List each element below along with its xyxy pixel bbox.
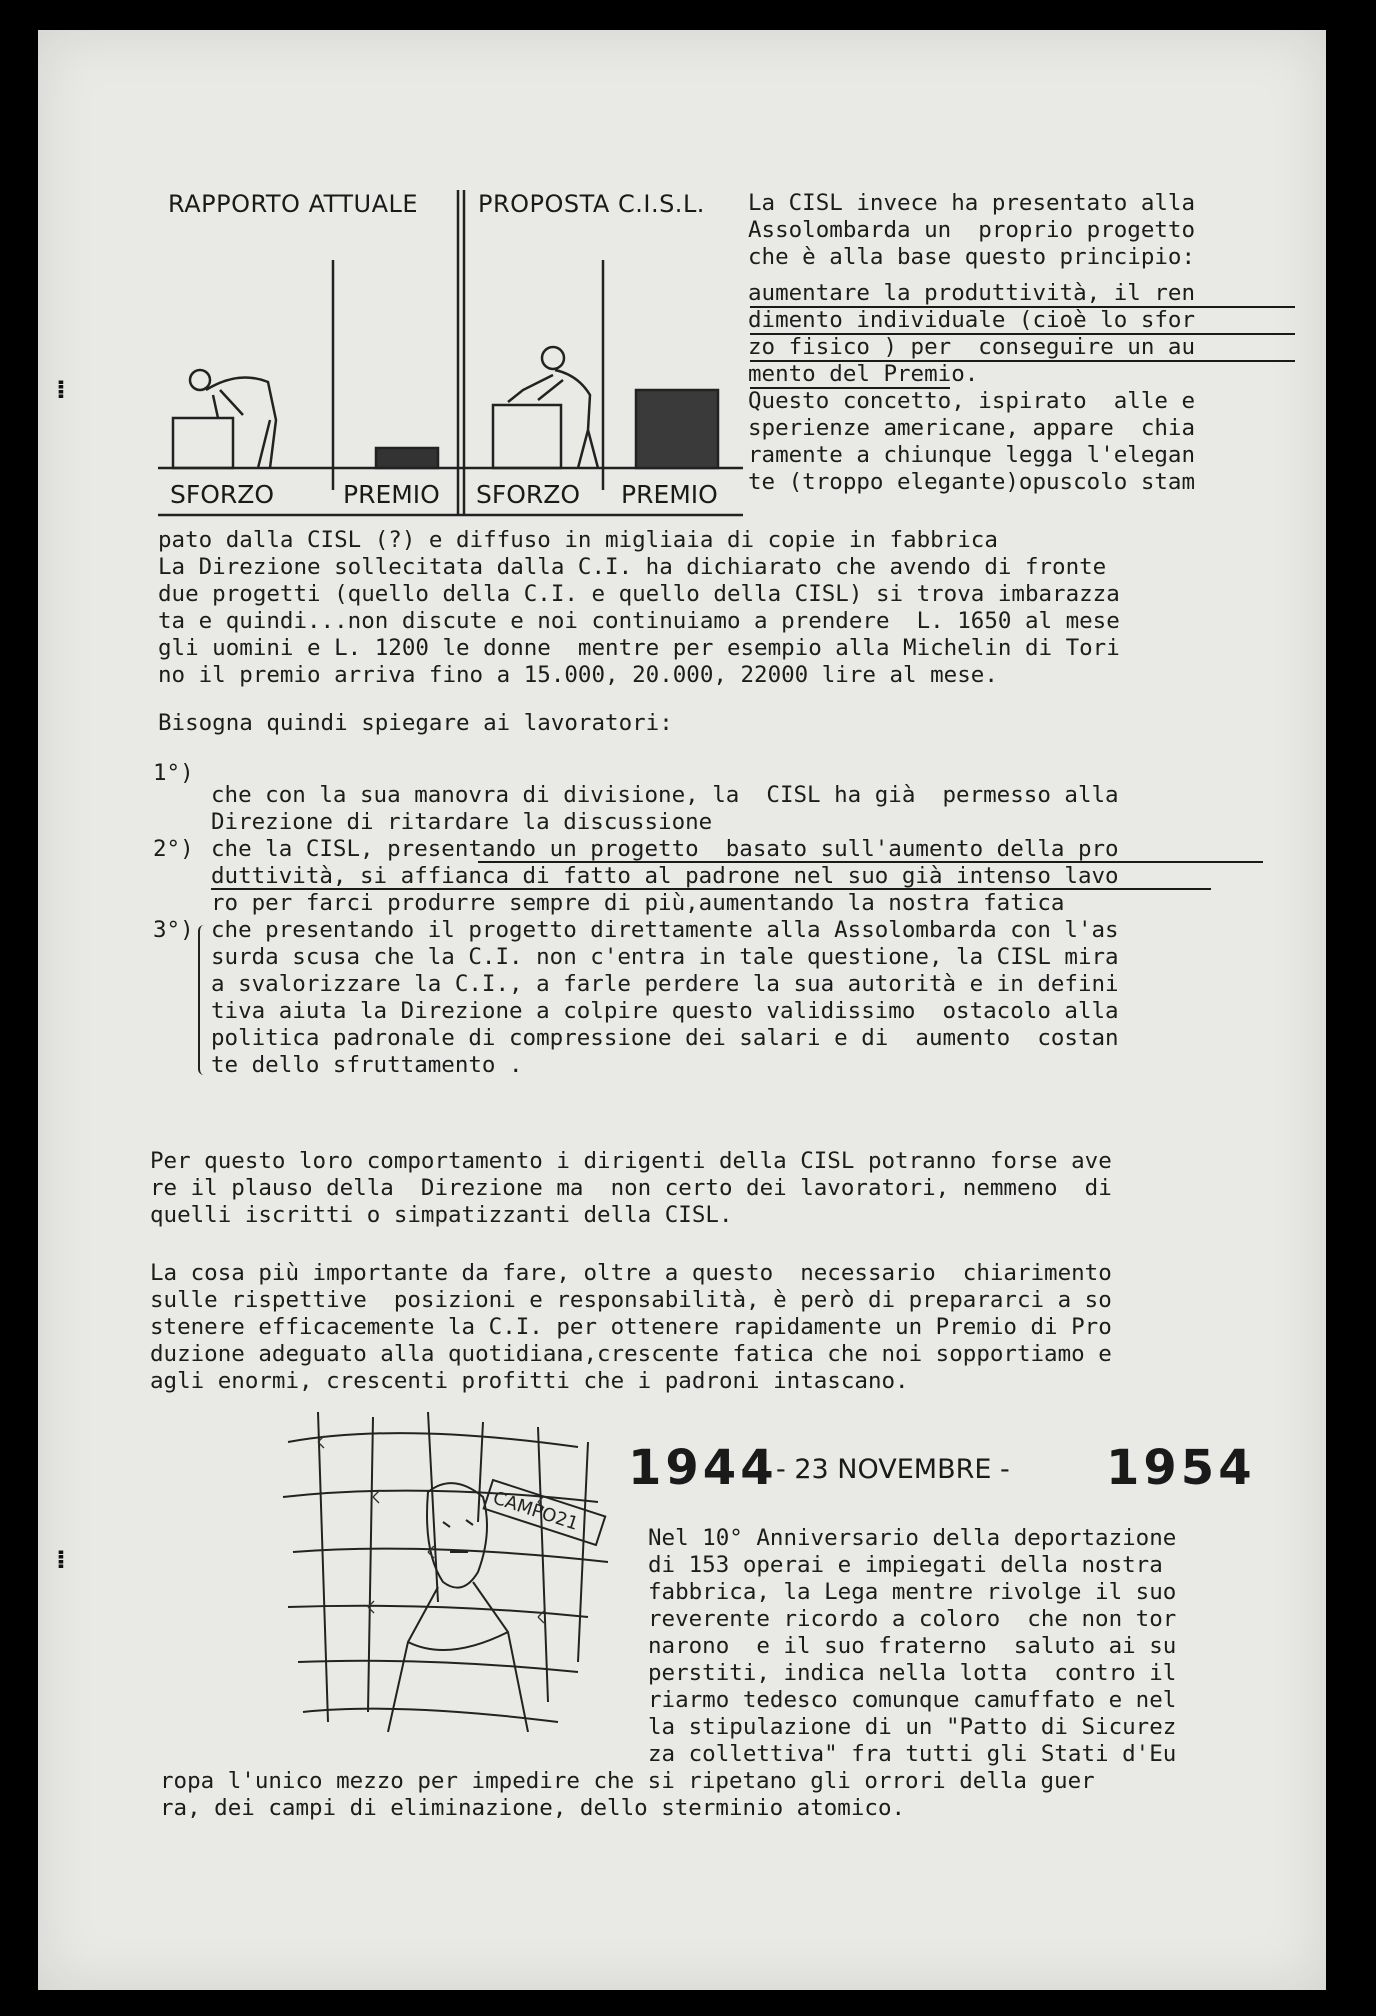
point-number: 3°) <box>153 917 194 943</box>
text-line: ta e quindi...non discute e noi continuiamo a prendere L. 1650 al mese <box>158 608 1120 634</box>
text-line: gli uomini e L. 1200 le donne mentre per esempio alla Michelin di Tori <box>158 635 1120 661</box>
underline-mark <box>750 387 950 389</box>
intro-column <box>748 190 1308 500</box>
text-line: ra, dei campi di eliminazione, dello sterminio atomico. <box>160 1795 906 1821</box>
cartoon-label-sforzo-1: SFORZO <box>170 480 275 509</box>
cartoon-label-current: RAPPORTO ATTUALE <box>168 190 419 218</box>
text-line: La CISL invece ha presentato alla <box>748 190 1196 216</box>
text-line: duttività, si affianca di fatto al padrone nel suo già intenso lavo <box>211 863 1119 889</box>
underline-mark <box>750 306 1295 308</box>
text-line: Direzione di ritardare la discussione <box>211 809 713 835</box>
text-line: riarmo tedesco comunque camuffato e nel <box>648 1687 1177 1713</box>
workers-intro: Bisogna quindi spiegare ai lavoratori: <box>158 710 673 736</box>
text-line: te (troppo elegante)opuscolo stam <box>748 469 1196 495</box>
text-line: narono e il suo fraterno saluto ai su <box>648 1633 1177 1659</box>
margin-bracket <box>198 925 208 1075</box>
text-line: La cosa più importante da fare, oltre a questo necessario chiarimento <box>150 1260 1112 1286</box>
text-line: mento del Premio. <box>748 361 979 387</box>
text-line: sulle rispettive posizioni e responsabilità, è però di prepararci a so <box>150 1287 1112 1313</box>
text-line: di 153 operai e impiegati della nostra <box>648 1552 1163 1578</box>
text-line: politica padronale di compressione dei salari e di aumento costan <box>211 1025 1119 1051</box>
underline-mark <box>211 888 1211 890</box>
cartoon-label-premio-2: PREMIO <box>621 480 718 509</box>
text-line: re il plauso della Direzione ma non certo dei lavoratori, nemmeno di <box>150 1175 1112 1201</box>
text-line: ramente a chiunque legga l'elegan <box>748 442 1196 468</box>
text-line: che con la sua manovra di divisione, la CISL ha già permesso alla <box>211 782 1119 808</box>
text-line: quelli iscritti o simpatizzanti della CISL. <box>150 1202 733 1228</box>
text-line: ropa l'unico mezzo per impedire che si ripetano gli orrori della guer <box>160 1768 1095 1794</box>
text-line: pato dalla CISL (?) e diffuso in migliaia di copie in fabbrica <box>158 527 998 553</box>
underline-mark <box>478 861 1263 863</box>
text-line: reverente ricordo a coloro che non tor <box>648 1606 1177 1632</box>
margin-mark: ⁞ <box>56 375 66 405</box>
text-line: dimento individuale (cioè lo sfor <box>748 307 1196 333</box>
text-line: te dello sfruttamento . <box>211 1052 523 1078</box>
text-line: tiva aiuta la Direzione a colpire questo validissimo ostacolo alla <box>211 998 1119 1024</box>
text-line: due progetti (quello della C.I. e quello della CISL) si trova imbarazza <box>158 581 1120 607</box>
text-line: surda scusa che la C.I. non c'entra in tale questione, la CISL mira <box>211 944 1119 970</box>
deportee-drawing <box>278 1402 638 1732</box>
cartoon-effort-premium <box>158 190 748 530</box>
barbed-wire-illustration <box>278 1402 638 1732</box>
underline-mark <box>750 360 1295 362</box>
text-line: aumentare la produttività, il ren <box>748 280 1196 306</box>
text-line: che è alla base questo principio: <box>748 244 1196 270</box>
text-line: a svalorizzare la C.I., a farle perdere la sua autorità e in defini <box>211 971 1119 997</box>
points-list <box>153 760 1323 1120</box>
cartoon-label-proposal: PROPOSTA C.I.S.L. <box>478 190 705 218</box>
text-line: duzione adeguato alla quotidiana,crescente fatica che noi sopportiamo e <box>150 1341 1112 1367</box>
text-line: za collettiva" fra tutti gli Stati d'Eu <box>648 1741 1177 1767</box>
text-line: Nel 10° Anniversario della deportazione <box>648 1525 1177 1551</box>
underline-mark <box>750 333 1295 335</box>
text-line: che la CISL, presentando un progetto basato sull'aumento della pro <box>211 836 1119 862</box>
text-line: Assolombarda un proprio progetto <box>748 217 1196 243</box>
text-line: no il premio arriva fino a 15.000, 20.000, 22000 lire al mese. <box>158 662 998 688</box>
anniversary-year-start: 1944 <box>628 1440 778 1496</box>
cartoon-drawing <box>158 190 748 530</box>
text-line: la stipulazione di un "Patto di Sicurez <box>648 1714 1177 1740</box>
text-line: sperienze americane, appare chia <box>748 415 1196 441</box>
margin-mark: ⁞ <box>56 1545 66 1575</box>
text-line: fabbrica, la Lega mentre rivolge il suo <box>648 1579 1177 1605</box>
anniversary-title <box>628 1440 1278 1500</box>
text-line: che presentando il progetto direttamente alla Assolombarda con l'as <box>211 917 1119 943</box>
cartoon-label-sforzo-2: SFORZO <box>476 480 581 509</box>
text-line: Per questo loro comportamento i dirigenti della CISL potranno forse ave <box>150 1148 1112 1174</box>
camp-sign-text: CAMPO21 <box>490 1487 581 1535</box>
anniversary-date: - 23 NOVEMBRE - <box>776 1454 1010 1485</box>
document-page <box>38 30 1326 1990</box>
text-line: Questo concetto, ispirato alle e <box>748 388 1196 414</box>
text-line: perstiti, indica nella lotta contro il <box>648 1660 1177 1686</box>
text-line: La Direzione sollecitata dalla C.I. ha dichiarato che avendo di fronte <box>158 554 1107 580</box>
cartoon-label-premio-1: PREMIO <box>343 480 440 509</box>
text-line: zo fisico ) per conseguire un au <box>748 334 1196 360</box>
anniversary-year-end: 1954 <box>1106 1440 1256 1496</box>
point-number: 2°) <box>153 836 194 862</box>
point-number: 1°) <box>153 760 194 786</box>
text-line: agli enormi, crescenti profitti che i padroni intascano. <box>150 1368 909 1394</box>
text-line: stenere efficacemente la C.I. per ottenere rapidamente un Premio di Pro <box>150 1314 1112 1340</box>
text-line: ro per farci produrre sempre di più,aumentando la nostra fatica <box>211 890 1065 916</box>
